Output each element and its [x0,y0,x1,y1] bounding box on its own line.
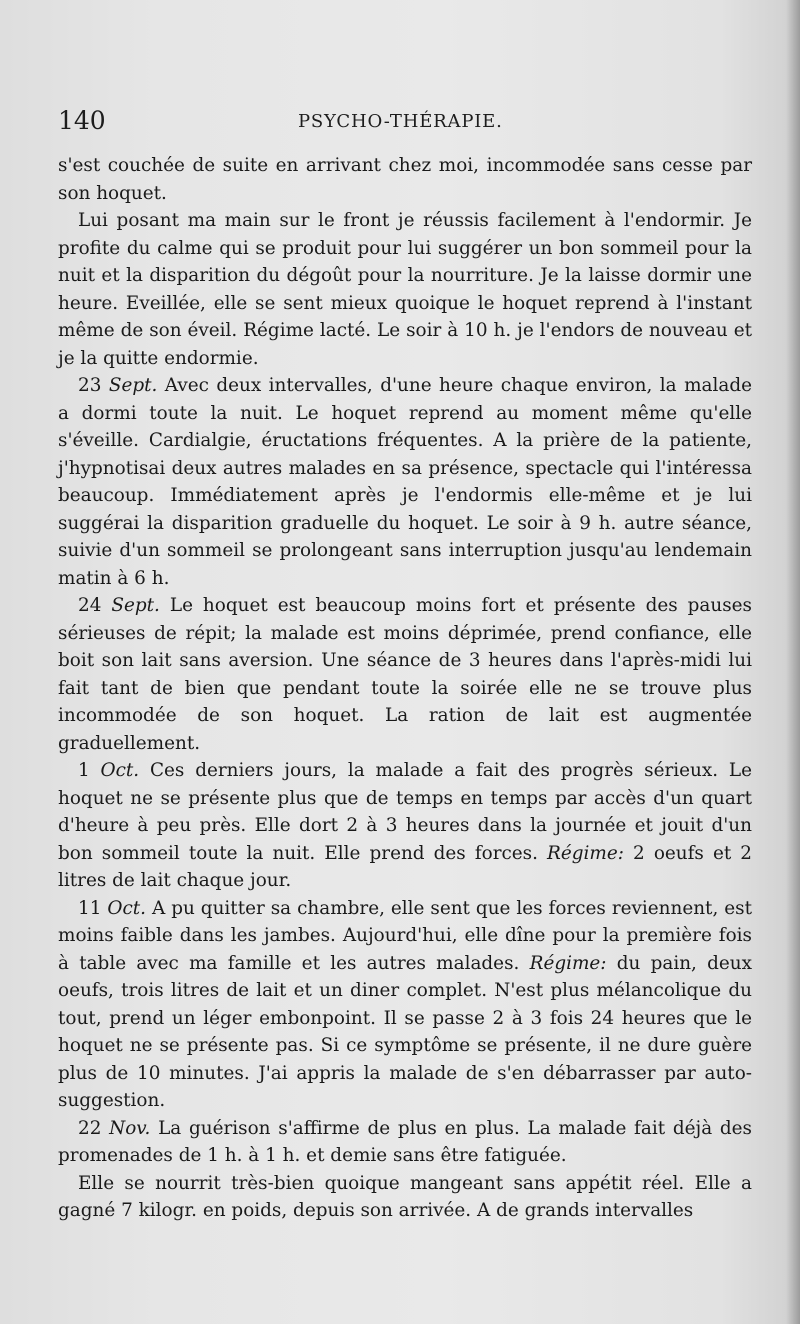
entry-text: Avec deux intervalles, d'une heure chaque environ, la malade a dormi toute la nuit. Le hoquet reprend au moment même qu'elle s'éveille. Cardialgie, éructations fréquentes. A la prière de la patiente, j'hypnotisai deux autres malades en sa présence, spectacle qui l'intéressa beaucoup. Immédiatement après je l'endormis elle-même et je lui suggérai la disparition graduelle du hoquet. Le soir à 9 h. autre séance, suivie d'un sommeil se prolongeant sans interruption jusqu'au lendemain matin à 6 h. [58,375,752,589]
entry-month: Nov. [109,1117,151,1139]
entry-month: Oct. [107,897,146,919]
body-text [58,152,752,1225]
entry-text: A pu quitter sa chambre, elle sent que les forces reviennent, est moins faible dans les jambes. Aujourd'hui, elle dîne pour la première fois à table avec ma famille et les autres malades. [58,897,752,974]
entry-text-after: 2 oeufs et 2 litres de lait chaque jour. [58,842,752,891]
entry-day: 22 [78,1117,102,1139]
entry-month: Sept. [111,595,160,616]
entry-11-oct [58,895,752,1115]
entry-month: Sept. [108,375,158,396]
regime-label: Régime: [529,952,607,974]
paragraph-text: Elle se nourrit très-bien quoique mangeant sans appétit réel. Elle a gagné 7 kilogr. en poids, depuis son arrivée. A de grands intervalles [58,1172,752,1221]
entry-24-sept [58,592,752,757]
entry-day: 23 [78,375,102,396]
paragraph-2 [58,207,752,372]
entry-1-oct [58,757,752,895]
entry-month: Oct. [100,760,140,781]
paragraph-1 [58,152,752,207]
page-header [58,104,748,140]
paragraph-text: Lui posant ma main sur le front je réussis facilement à l'endormir. Je profite du calme qui se produit pour lui suggérer un bon sommeil pour la nuit et la disparition du dégoût pour la nourriture. Je la laisse dormir une heure. Eveillée, elle se sent mieux quoique le hoquet reprend à l'instant même de son éveil. Régime lacté. Le soir à 10 h. je l'endors de nouveau et je la quitte endormie. [58,210,752,369]
entry-22-nov [58,1115,752,1170]
running-head: PSYCHO-THÉRAPIE. [298,111,503,132]
page-number: 140 [58,106,106,135]
entry-text: La guérison s'affirme de plus en plus. La malade fait déjà des promenades de 1 h. à 1 h. et demie sans être fatiguée. [58,1117,752,1166]
regime-label: Régime: [547,842,624,864]
entry-day: 11 [78,897,102,919]
entry-day: 1 [78,760,90,781]
paragraph-text: s'est couchée de suite en arrivant chez moi, incommodée sans cesse par son hoquet. [58,155,752,204]
page-edge-shadow [786,0,800,1324]
entry-text: Ces derniers jours, la malade a fait des progrès sérieux. Le hoquet ne se présente plus que de temps en temps par accès d'un quart d'heure à peu près. Elle dort 2 à 3 heures dans la journée et jouit d'un bon sommeil toute la nuit. Elle prend des forces. [58,760,752,864]
entry-23-sept [58,372,752,592]
entry-day: 24 [78,595,102,616]
entry-text: Le hoquet est beaucoup moins fort et présente des pauses sérieuses de répit; la malade est moins déprimée, prend confiance, elle boit son lait sans aversion. Une séance de 3 heures dans l'après-midi lui fait tant de bien que pendant toute la soirée elle ne se trouve plus incommodée de son hoquet. La ration de lait est augmentée graduellement. [58,595,752,754]
entry-text-after: du pain, deux oeufs, trois litres de lait et un diner complet. N'est plus mélancolique du tout, prend un léger embonpoint. Il se passe 2 à 3 fois 24 heures que le hoquet ne se présente pas. Si ce symptôme se présente, il ne dure guère plus de 10 minutes. J'ai appris la malade de s'en débarrasser par auto-suggestion. [58,952,752,1111]
paragraph-final [58,1170,752,1225]
